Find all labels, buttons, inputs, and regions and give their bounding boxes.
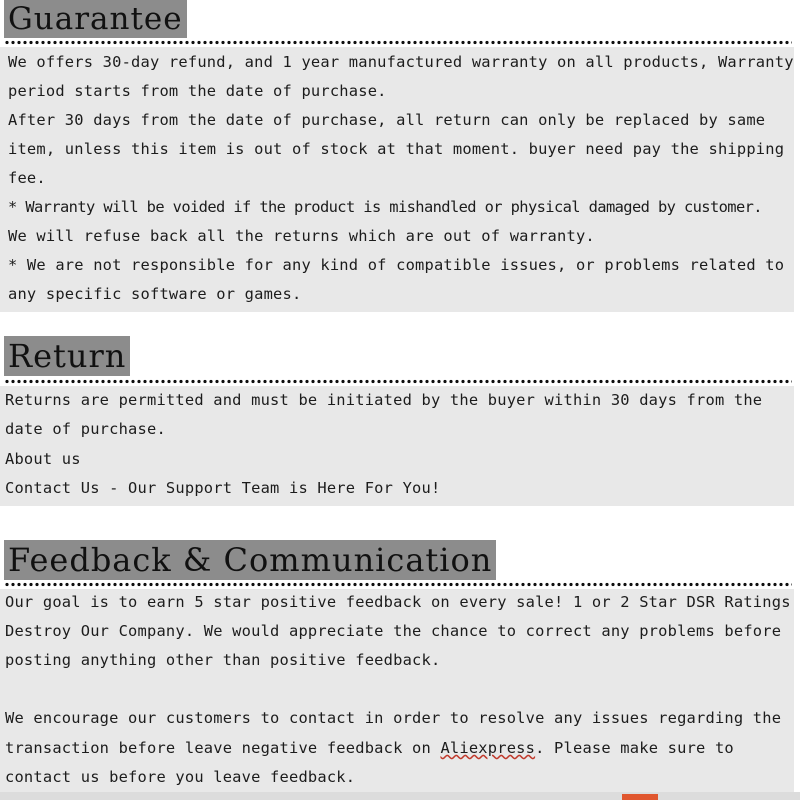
bottom-strip [0,792,800,800]
feedback-line: We encourage our customers to contact in order to resolve any issues regarding the [5,709,782,727]
return-panel [0,386,794,506]
return-divider [4,379,792,384]
guarantee-line: * We are not responsible for any kind of compatible issues, or problems related to [8,256,785,274]
return-section [0,336,800,506]
feedback-line: posting anything other than positive feedback. [5,651,441,669]
guarantee-line: After 30 days from the date of purchase, all return can only be replaced by same [8,111,766,129]
return-heading: Return [4,336,130,376]
return-line: Returns are permitted and must be initiated by the buyer within 30 days from the [5,391,763,409]
bottom-badge [622,794,658,800]
return-line: date of purchase. [5,420,166,438]
feedback-line [5,739,734,757]
guarantee-line: any specific software or games. [8,285,302,303]
feedback-line-text: . Please make sure to [535,739,734,757]
guarantee-heading: Guarantee [4,0,187,38]
feedback-line-text: transaction before leave negative feedback on [5,739,441,757]
guarantee-line: fee. [8,169,46,187]
guarantee-line: period starts from the date of purchase. [8,82,387,100]
aliexpress-link[interactable]: Aliexpress [440,739,536,757]
guarantee-line: We offers 30-day refund, and 1 year manufactured warranty on all products, Warranty [8,53,794,71]
guarantee-line: * Warranty will be voided if the product is mishandled or physical damaged by customer. [8,198,762,216]
guarantee-line: We will refuse back all the returns which are out of warranty. [8,227,595,245]
guarantee-line: item, unless this item is out of stock at that moment. buyer need pay the shipping [8,140,785,158]
guarantee-section [0,0,800,312]
feedback-heading: Feedback & Communication [4,540,496,580]
contact-us-link[interactable]: Contact Us - Our Support Team is Here For You! [5,479,441,497]
guarantee-panel [0,47,794,312]
feedback-divider [4,582,792,587]
feedback-section [0,540,800,792]
feedback-line: Our goal is to earn 5 star positive feedback on every sale! 1 or 2 Star DSR Ratings [5,593,791,611]
feedback-line: Destroy Our Company. We would appreciate the chance to correct any problems before [5,622,782,640]
feedback-line: contact us before you leave feedback. [5,768,356,786]
feedback-panel [0,589,794,792]
guarantee-divider [4,40,792,45]
about-us-link[interactable]: About us [5,450,81,468]
